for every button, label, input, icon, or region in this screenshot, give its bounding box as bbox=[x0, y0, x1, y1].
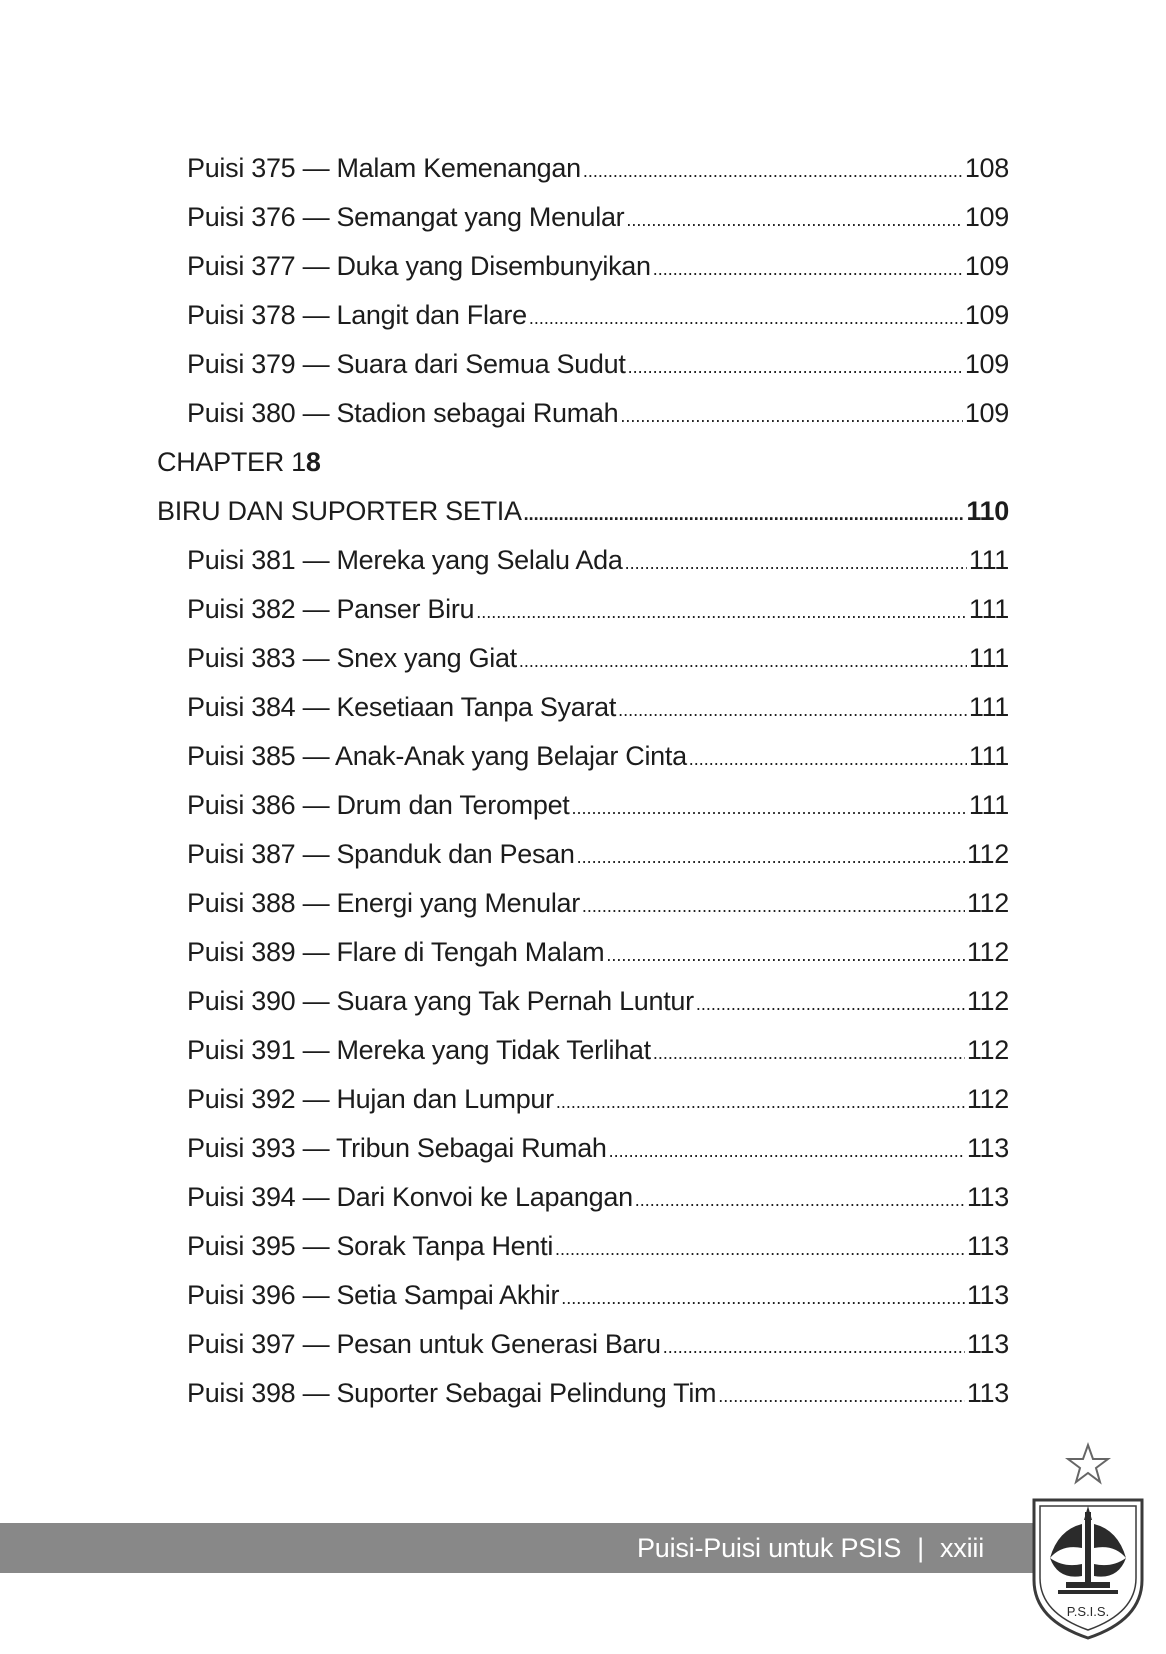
toc-entry-392[interactable]: Puisi 392 — Hujan dan Lumpur ..... 112 bbox=[187, 1079, 1009, 1119]
leader-dots bbox=[577, 834, 965, 877]
leader-dots bbox=[524, 491, 965, 534]
toc-entry-375[interactable]: Puisi 375 — Malam Kemenangan ..... 108 bbox=[187, 148, 1009, 188]
toc-entry-395[interactable]: Puisi 395 — Sorak Tanpa Henti ..... 113 bbox=[187, 1226, 1009, 1266]
leader-dots bbox=[628, 344, 963, 387]
toc-entry-387[interactable]: Puisi 387 — Spanduk dan Pesan ..... 112 bbox=[187, 834, 1009, 874]
footer-text bbox=[637, 1523, 984, 1573]
toc-entry-382[interactable]: Puisi 382 — Panser Biru ..... 111 bbox=[187, 589, 1009, 629]
book-title: Puisi-Puisi untuk PSIS bbox=[636, 1533, 902, 1563]
toc-section-title[interactable]: BIRU DAN SUPORTER SETIA ..... 110 bbox=[157, 491, 1009, 531]
leader-dots bbox=[625, 540, 967, 583]
leader-dots bbox=[689, 736, 967, 779]
leader-dots bbox=[663, 1324, 965, 1367]
footer-separator: | bbox=[917, 1533, 924, 1563]
toc-entry-394[interactable]: Puisi 394 — Dari Konvoi ke Lapangan ..... 113 bbox=[187, 1177, 1009, 1217]
toc-entry-378[interactable]: Puisi 378 — Langit dan Flare ..... 109 bbox=[187, 295, 1009, 335]
toc-entry-397[interactable]: Puisi 397 — Pesan untuk Generasi Baru ..... 113 bbox=[187, 1324, 1009, 1364]
toc-entry-385[interactable]: Puisi 385 — Anak-Anak yang Belajar Cinta ..... 111 bbox=[187, 736, 1009, 776]
leader-dots bbox=[653, 246, 963, 289]
toc-entry-376[interactable]: Puisi 376 — Semangat yang Menular ..... 109 bbox=[187, 197, 1009, 237]
leader-dots bbox=[653, 1030, 965, 1073]
toc-entry-386[interactable]: Puisi 386 — Drum dan Terompet ..... 111 bbox=[187, 785, 1009, 825]
chapter-heading: CHAPTER 18 bbox=[157, 447, 321, 477]
leader-dots bbox=[609, 1128, 965, 1171]
leader-dots bbox=[476, 589, 967, 632]
leader-dots bbox=[718, 1373, 965, 1416]
toc-entry-396[interactable]: Puisi 396 — Setia Sampai Akhir ..... 113 bbox=[187, 1275, 1009, 1315]
psis-crest-icon bbox=[1028, 1440, 1148, 1640]
toc-entry-380[interactable]: Puisi 380 — Stadion sebagai Rumah ..... 109 bbox=[187, 393, 1009, 433]
toc-entry-389[interactable]: Puisi 389 — Flare di Tengah Malam ..... 112 bbox=[187, 932, 1009, 972]
leader-dots bbox=[635, 1177, 965, 1220]
toc-entry-379[interactable]: Puisi 379 — Suara dari Semua Sudut ..... 109 bbox=[187, 344, 1009, 384]
page-number: xxiii bbox=[940, 1533, 984, 1563]
leader-dots bbox=[556, 1079, 965, 1122]
toc-entry-393[interactable]: Puisi 393 — Tribun Sebagai Rumah ..... 113 bbox=[187, 1128, 1009, 1168]
leader-dots bbox=[561, 1275, 965, 1318]
leader-dots bbox=[571, 785, 966, 828]
toc-entry-390[interactable]: Puisi 390 — Suara yang Tak Pernah Luntur ..... 112 bbox=[187, 981, 1009, 1021]
leader-dots bbox=[618, 687, 967, 730]
leader-dots bbox=[529, 295, 963, 338]
leader-dots bbox=[606, 932, 965, 975]
toc-entry-384[interactable]: Puisi 384 — Kesetiaan Tanpa Syarat ..... 111 bbox=[187, 687, 1009, 727]
leader-dots bbox=[583, 148, 963, 191]
leader-dots bbox=[582, 883, 965, 926]
star-icon bbox=[1068, 1445, 1108, 1482]
toc-entry-377[interactable]: Puisi 377 — Duka yang Disembunyikan ..... 109 bbox=[187, 246, 1009, 286]
toc-entry-398[interactable]: Puisi 398 — Suporter Sebagai Pelindung Tim ..... 113 bbox=[187, 1373, 1009, 1413]
toc-entry-391[interactable]: Puisi 391 — Mereka yang Tidak Terlihat ..... 112 bbox=[187, 1030, 1009, 1070]
leader-dots bbox=[620, 393, 962, 436]
toc-entry-381[interactable]: Puisi 381 — Mereka yang Selalu Ada ..... 111 bbox=[187, 540, 1009, 580]
leader-dots bbox=[555, 1226, 965, 1269]
leader-dots bbox=[696, 981, 965, 1024]
leader-dots bbox=[519, 638, 967, 681]
toc-entry-383[interactable]: Puisi 383 — Snex yang Giat ..... 111 bbox=[187, 638, 1009, 678]
toc-entry-388[interactable]: Puisi 388 — Energi yang Menular ..... 112 bbox=[187, 883, 1009, 923]
leader-dots bbox=[626, 197, 962, 240]
crest-lettering: P.S.I.S. bbox=[1066, 1604, 1110, 1619]
footer-bar bbox=[0, 1523, 1040, 1573]
